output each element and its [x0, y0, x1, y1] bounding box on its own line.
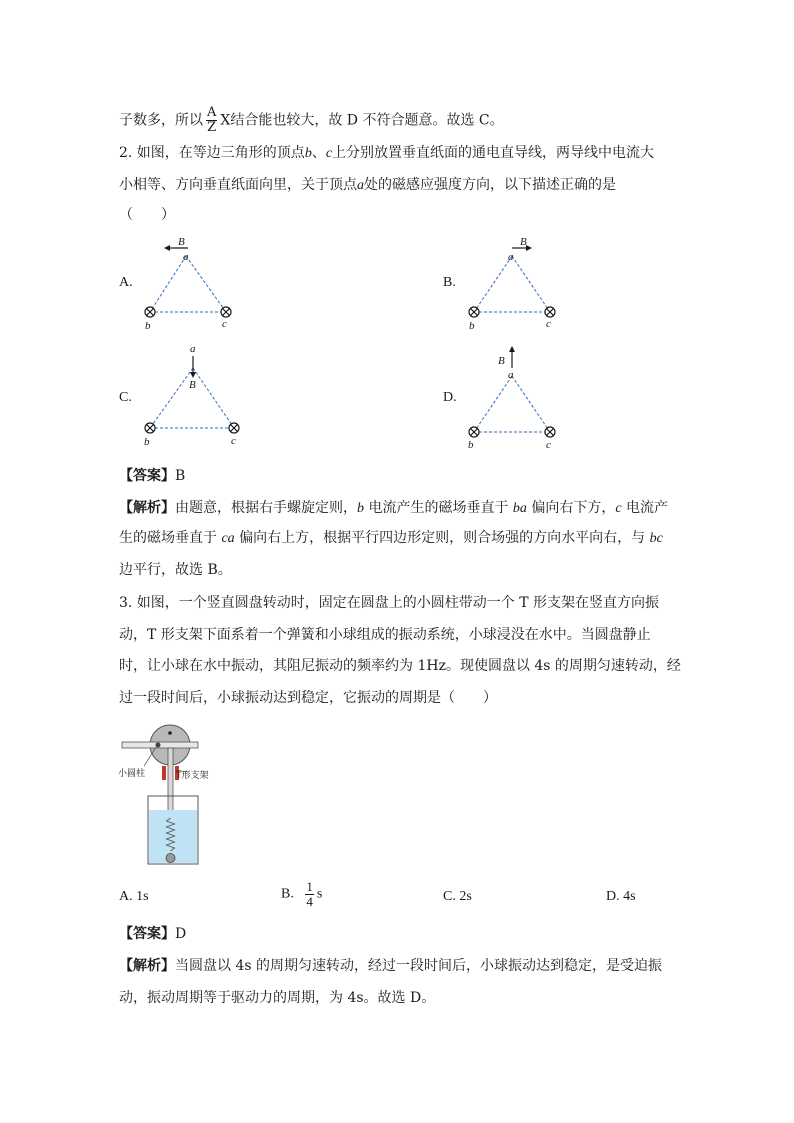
vertex-b: b: [145, 320, 151, 332]
ball: [166, 854, 175, 863]
wire-b-icon: [469, 307, 479, 317]
q1-conclusion: 子数多，所以 $\frac{A}{Z}$ X结合能也较大，故 D 不符合题意。故选 C。: [119, 105, 504, 135]
small-cylinder: [156, 743, 161, 748]
q3-analysis-line2: 动，振动周期等于驱动力的周期，为 4s。故选 D。: [119, 990, 436, 1006]
vertex-b: b: [468, 439, 474, 450]
q2-option-a-diagram: [138, 234, 248, 334]
wire-b-icon: [145, 423, 155, 433]
field-label: B: [498, 355, 505, 367]
vertex-b: b: [144, 436, 150, 448]
q2-analysis-line3: 边平行，故选 B。: [119, 562, 232, 578]
q3-choice-d[interactable]: D. 4s: [606, 889, 636, 904]
field-arrow-up-icon: [509, 346, 515, 368]
field-label: B: [520, 236, 527, 248]
q2-option-b-label: B.: [443, 275, 456, 290]
field-label: B: [178, 236, 185, 248]
q2-analysis-line2: 生的磁场垂直于 ca 偏向右上方，根据平行四边形定则，则合场强的方向水平向右，与 bc: [119, 530, 663, 546]
vertex-a: a: [508, 251, 514, 263]
q2-answer: 【答案】B: [119, 468, 186, 484]
vertex-a: a: [183, 251, 189, 263]
wire-c-icon: [229, 423, 239, 433]
q2-stem-line2: 小相等、方向垂直纸面向里，关于顶点a处的磁感应强度方向，以下描述正确的是: [119, 177, 616, 193]
quarter-fraction: $\frac{1}{4}$: [306, 879, 313, 909]
q2-analysis-line1: 【解析】由题意，根据右手螺旋定则，b 电流产生的磁场垂直于 ba 偏向右下方，c 电流产: [119, 500, 669, 516]
field-arrow-down-icon: [190, 356, 196, 378]
q2-option-b-diagram: [462, 234, 572, 334]
q3-analysis-line1: 【解析】当圆盘以 4s 的周期匀速转动，经过一段时间后，小球振动达到稳定，是受迫振: [119, 958, 662, 974]
vertex-c: c: [222, 318, 227, 330]
wire-c-icon: [545, 427, 555, 437]
q2-option-c-diagram: [138, 340, 248, 450]
vertex-c: c: [546, 439, 551, 450]
vertex-b: b: [469, 320, 475, 332]
wire-c-icon: [221, 307, 231, 317]
q3-stem-line3: 时，让小球在水中振动，其阻尼振动的频率约为 1Hz。现使圆盘以 4s 的周期匀速转动，经: [119, 658, 681, 674]
q3-stem-line2: 动，T 形支架下面系着一个弹簧和小球组成的振动系统，小球浸没在水中。当圆盘静止: [119, 627, 651, 643]
label-small-cylinder: 小圆柱: [118, 768, 146, 778]
q2-option-d-diagram: [462, 340, 572, 450]
vertex-a: a: [190, 343, 196, 355]
q3-stem-line4: 过一段时间后，小球振动达到稳定，它振动的周期是（ ）: [119, 690, 497, 706]
q2-option-a-label: A.: [119, 275, 133, 290]
q3-answer: 【答案】D: [119, 926, 187, 942]
t-frame-shaft: [168, 748, 173, 820]
wire-c-icon: [545, 307, 555, 317]
field-label: B: [189, 379, 196, 391]
q3-stem-line1: 3. 如图，一个竖直圆盘转动时，固定在圆盘上的小圆柱带动一个 T 形支架在竖直方向振: [119, 595, 660, 611]
vertex-c: c: [231, 435, 236, 447]
vertex-a: a: [508, 369, 514, 381]
q3-choice-b[interactable]: B. $\frac{1}{4}$ s: [281, 879, 323, 909]
wire-b-icon: [469, 427, 479, 437]
q3-apparatus-figure: [118, 718, 214, 868]
q3-choice-c[interactable]: C. 2s: [443, 889, 472, 904]
vertex-c: c: [546, 318, 551, 330]
q2-stem-line1: 2. 如图，在等边三角形的顶点b、c上分别放置垂直纸面的通电直导线，两导线中电流大: [119, 145, 655, 161]
wire-b-icon: [145, 307, 155, 317]
q2-option-c-label: C.: [119, 390, 132, 405]
q2-stem-line3: （ ）: [119, 207, 175, 223]
q2-option-d-label: D.: [443, 390, 457, 405]
q3-choice-a[interactable]: A. 1s: [119, 889, 149, 904]
mass-number-fraction: $\frac{A}{Z}$: [207, 105, 217, 135]
label-t-frame: T形支架: [176, 770, 209, 780]
